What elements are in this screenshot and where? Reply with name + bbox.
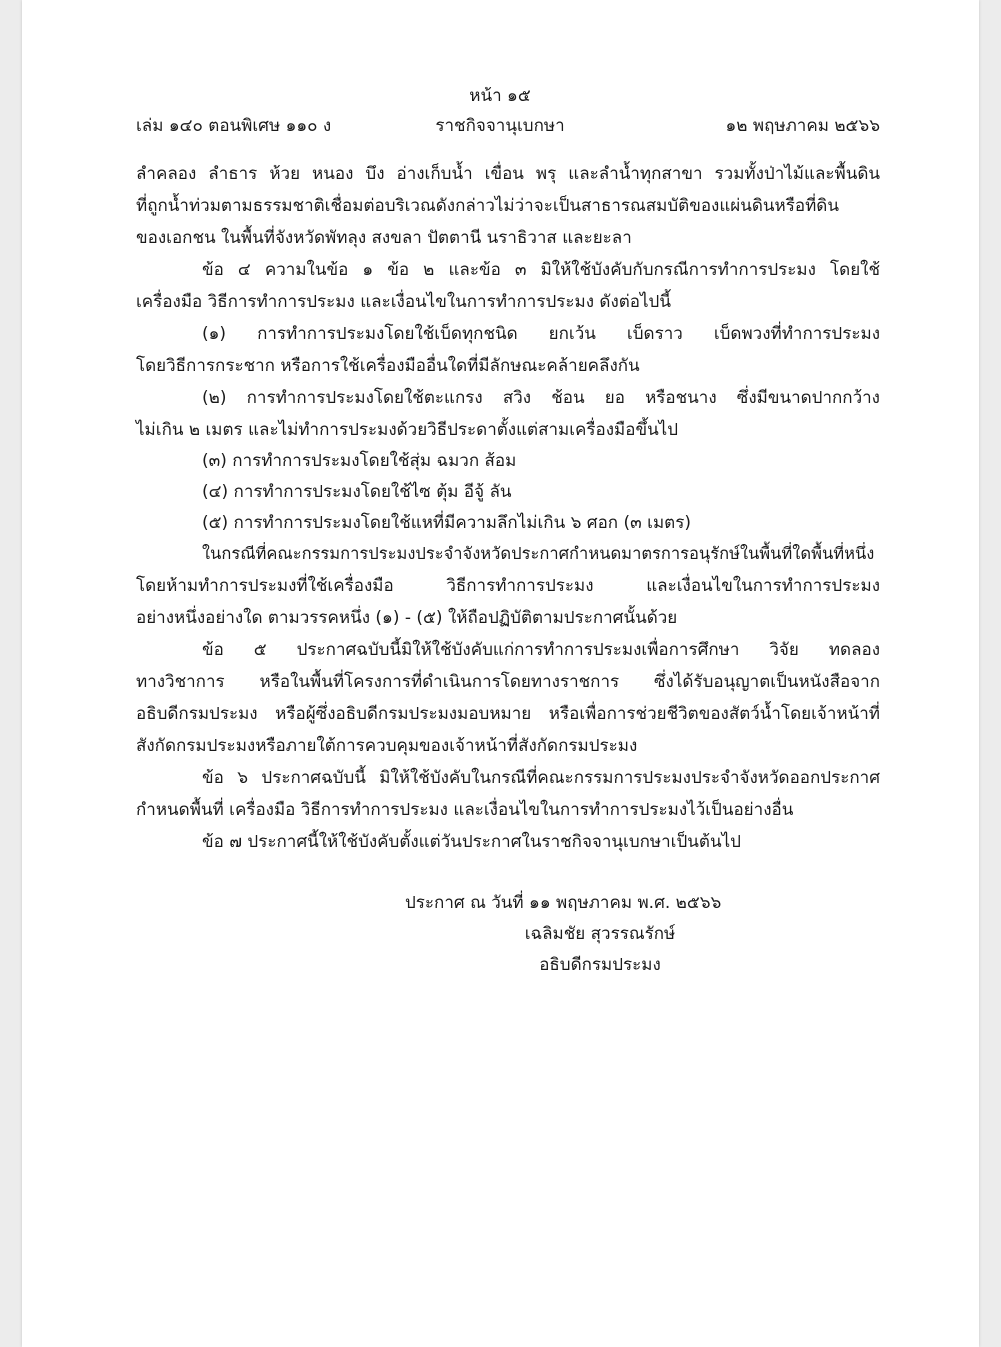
clause-5-heading: ข้อ ๕ ประกาศฉบับนี้มิให้ใช้บังคับแก่การทำการประมงเพื่อการศึกษา วิจัย ทดลอง <box>202 640 880 660</box>
gazette-title: ราชกิจจานุเบกษา <box>435 116 565 136</box>
body-line: ลำคลอง ลำธาร ห้วย หนอง บึง อ่างเก็บน้ำ เขื่อน พรุ และลำน้ำทุกสาขา รวมทั้งป่าไม้และพื้นดิน <box>136 164 880 184</box>
clause-7-heading: ข้อ ๗ ประกาศนี้ให้ใช้บังคับตั้งแต่วันประกาศในราชกิจจานุเบกษาเป็นต้นไป <box>202 832 741 852</box>
signatory-position: อธิบดีกรมประมง <box>539 955 661 975</box>
body-line: ทางวิชาการ หรือในพื้นที่โครงการที่ดำเนินการโดยทางราชการ ซึ่งได้รับอนุญาตเป็นหนังสือจาก <box>136 672 880 692</box>
body-line: อธิบดีกรมประมง หรือผู้ซึ่งอธิบดีกรมประมงมอบหมาย หรือเพื่อการช่วยชีวิตของสัตว์น้ำโดยเจ้าหน้าที่ <box>136 704 880 724</box>
page-number: หน้า ๑๕ <box>469 86 531 106</box>
body-line: สังกัดกรมประมงหรือภายใต้การควบคุมของเจ้าหน้าที่สังกัดกรมประมง <box>136 736 638 756</box>
paragraph-conservation: ในกรณีที่คณะกรรมการประมงประจำจังหวัดประกาศกำหนดมาตรการอนุรักษ์ในพื้นที่ใดพื้นที่หนึ่ง <box>202 544 875 563</box>
body-line: ไม่เกิน ๒ เมตร และไม่ทำการประมงด้วยวิธีประดาตั้งแต่สามเครื่องมือขึ้นไป <box>136 420 679 440</box>
body-line: เครื่องมือ วิธีการทำการประมง และเงื่อนไขในการทำการประมง ดังต่อไปนี้ <box>136 292 671 312</box>
clause-6-heading: ข้อ ๖ ประกาศฉบับนี้ มิให้ใช้บังคับในกรณีที่คณะกรรมการประมงประจำจังหวัดออกประกาศ <box>202 768 880 788</box>
list-item-3: (๓) การทำการประมงโดยใช้สุ่ม ฉมวก ส้อม <box>202 451 517 471</box>
list-item-2: (๒) การทำการประมงโดยใช้ตะแกรง สวิง ช้อน ยอ หรือชนาง ซึ่งมีขนาดปากกว้าง <box>202 388 880 408</box>
list-item-4: (๔) การทำการประมงโดยใช้ไซ ตุ้ม อีจู้ ลัน <box>202 482 512 502</box>
body-line: ที่ถูกน้ำท่วมตามธรรมชาติเชื่อมต่อบริเวณดังกล่าวไม่ว่าจะเป็นสาธารณสมบัติของแผ่นดินหรือที่ดิน <box>136 196 839 216</box>
body-line: ของเอกชน ในพื้นที่จังหวัดพัทลุง สงขลา ปัตตานี นราธิวาส และยะลา <box>136 228 632 248</box>
announcement-date: ประกาศ ณ วันที่ ๑๑ พฤษภาคม พ.ศ. ๒๕๖๖ <box>405 893 722 913</box>
list-item-5: (๕) การทำการประมงโดยใช้แหที่มีความลึกไม่เกิน ๖ ศอก (๓ เมตร) <box>202 513 691 533</box>
body-line: กำหนดพื้นที่ เครื่องมือ วิธีการทำการประมง และเงื่อนไขในการทำการประมงไว้เป็นอย่างอื่น <box>136 800 794 820</box>
list-item-1: (๑) การทำการประมงโดยใช้เบ็ดทุกชนิด ยกเว้น เบ็ดราว เบ็ดพวงที่ทำการประมง <box>202 324 880 344</box>
signatory-name: เฉลิมชัย สุวรรณรักษ์ <box>524 924 676 944</box>
body-line: โดยห้ามทำการประมงที่ใช้เครื่องมือ วิธีการทำการประมง และเงื่อนไขในการทำการประมง <box>136 576 880 596</box>
body-line: โดยวิธีการกระชาก หรือการใช้เครื่องมืออื่นใดที่มีลักษณะคล้ายคลึงกัน <box>136 356 640 376</box>
body-line: อย่างหนึ่งอย่างใด ตามวรรคหนึ่ง (๑) - (๕) ให้ถือปฏิบัติตามประกาศนั้นด้วย <box>136 608 678 628</box>
gazette-date: ๑๒ พฤษภาคม ๒๕๖๖ <box>725 116 880 136</box>
clause-4-heading: ข้อ ๔ ความในข้อ ๑ ข้อ ๒ และข้อ ๓ มิให้ใช้บังคับกับกรณีการทำการประมง โดยใช้ <box>202 260 880 280</box>
gazette-volume: เล่ม ๑๔๐ ตอนพิเศษ ๑๑๐ ง <box>136 116 332 136</box>
